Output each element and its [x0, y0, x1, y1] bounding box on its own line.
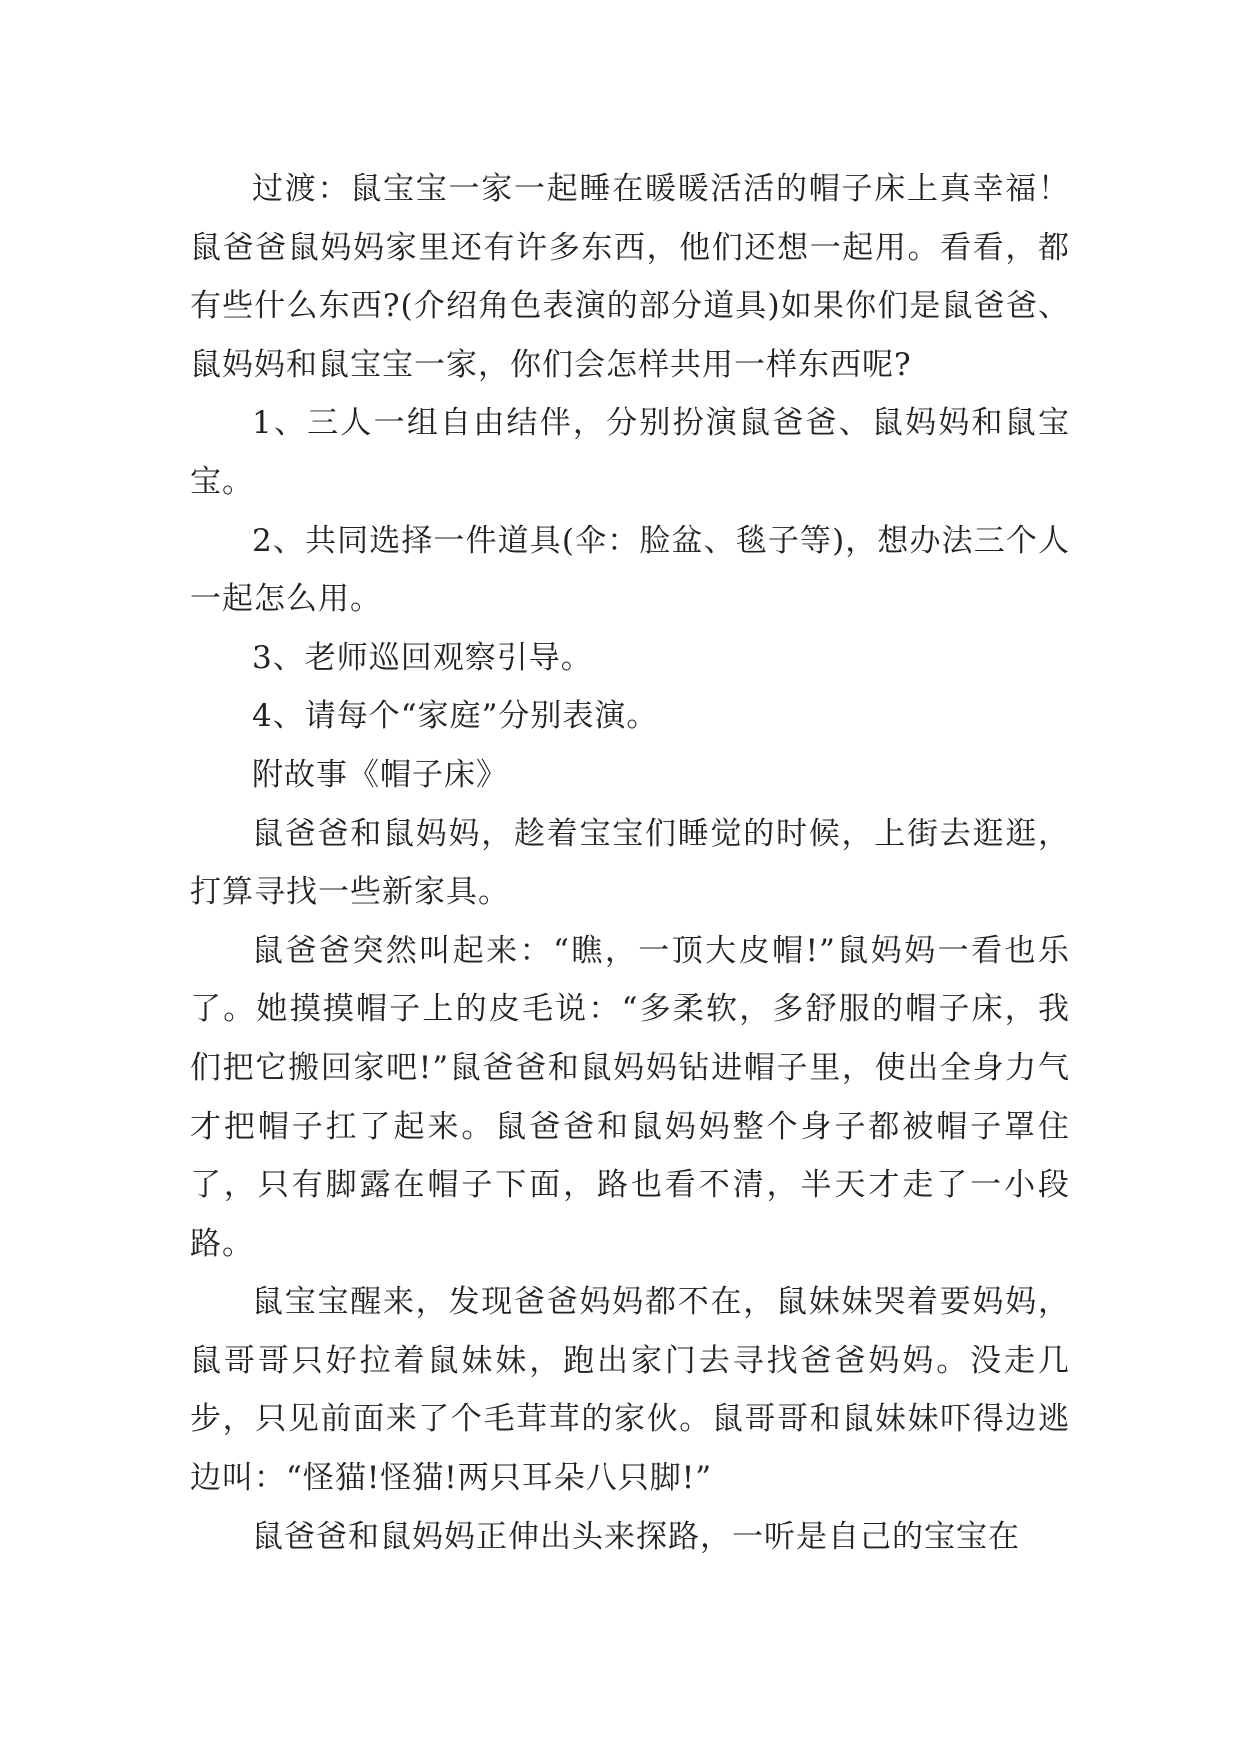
paragraph-story-title: 附故事《帽子床》	[252, 756, 508, 793]
paragraph-step-4: 4、请每个“家庭”分别表演。	[252, 698, 659, 735]
paragraph-story-3: 鼠宝宝醒来，发现爸爸妈妈都不在，鼠妹妹哭着要妈妈，鼠哥哥只好拉着鼠妹妹，跑出家门去寻找爸爸妈妈。没走几步，只见前面来了个毛茸茸的家伙。鼠哥哥和鼠妹妹吓得边逃边叫：“怪猫!怪猫!两只耳朵八只脚!”	[190, 1284, 1070, 1497]
paragraph-step-3: 3、老师巡回观察引导。	[252, 639, 593, 676]
paragraph-story-1: 鼠爸爸和鼠妈妈，趁着宝宝们睡觉的时候，上街去逛逛，打算寻找一些新家具。	[190, 815, 1070, 911]
paragraph-transition: 过渡：鼠宝宝一家一起睡在暖暖活活的帽子床上真幸福！鼠爸爸鼠妈妈家里还有许多东西，他们还想一起用。看看，都有些什么东西?(介绍角色表演的部分道具)如果你们是鼠爸爸、鼠妈妈和鼠宝宝一家，你们会怎样共用一样东西呢?	[190, 171, 1070, 383]
document-body	[190, 160, 1070, 1566]
paragraph-step-2: 2、共同选择一件道具(伞：脸盆、毯子等)，想办法三个人一起怎么用。	[190, 522, 1070, 618]
paragraph-story-2: 鼠爸爸突然叫起来：“瞧，一顶大皮帽!”鼠妈妈一看也乐了。她摸摸帽子上的皮毛说：“多柔软，多舒服的帽子床，我们把它搬回家吧!”鼠爸爸和鼠妈妈钻进帽子里，使出全身力气才把帽子扛了起来。鼠爸爸和鼠妈妈整个身子都被帽子罩住了，只有脚露在帽子下面，路也看不清，半天才走了一小段路。	[190, 932, 1070, 1262]
paragraph-story-4: 鼠爸爸和鼠妈妈正伸出头来探路，一听是自己的宝宝在	[252, 1518, 1020, 1555]
paragraph-step-1: 1、三人一组自由结伴，分别扮演鼠爸爸、鼠妈妈和鼠宝宝。	[190, 405, 1070, 500]
